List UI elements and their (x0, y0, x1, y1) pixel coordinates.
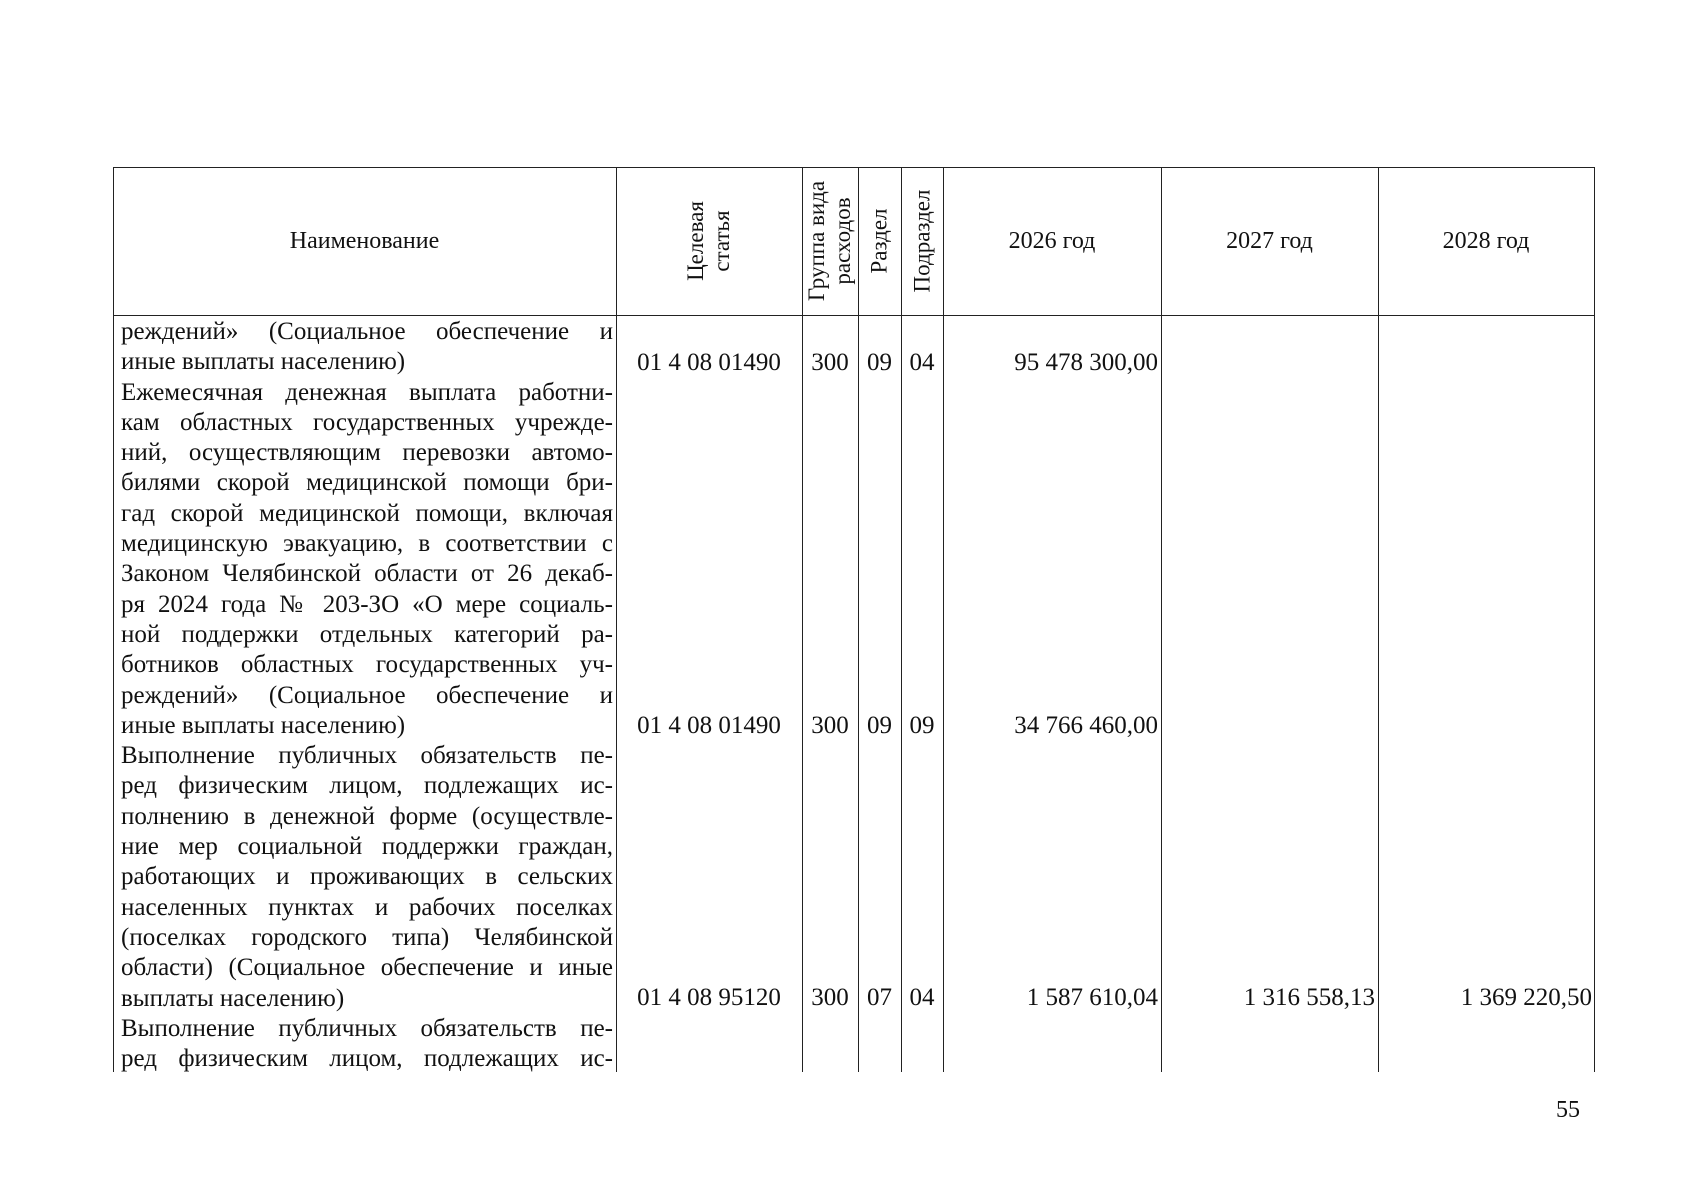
header-subsection-text: Подраздел (909, 189, 935, 293)
header-bottom-border (113, 315, 1595, 316)
header-subsection (901, 167, 943, 315)
row3-section: 07 (867, 984, 892, 1011)
row2-line10: ботников областных государственных уч- (121, 651, 613, 679)
row-name-2 (121, 378, 613, 742)
row-name-1 (121, 317, 613, 378)
row3-2027: 1 316 558,13 (1243, 984, 1375, 1011)
header-section (858, 167, 901, 315)
row3-line3: полнению в денежной форме (осуществле- (121, 802, 613, 830)
row3-line5: работающих и проживающих в сельских (121, 863, 613, 891)
header-target-line2: статья (708, 210, 734, 272)
header-2028 (1378, 167, 1594, 315)
header-target-article (616, 167, 802, 315)
row3-line6: населенных пунктах и рабочих поселках (121, 893, 613, 921)
header-expense-group (802, 167, 858, 315)
row3-subsection: 04 (909, 984, 935, 1011)
row3-target: 01 4 08 95120 (637, 984, 781, 1011)
header-target-line1: Целевая (682, 201, 708, 281)
row-name-4 (121, 1014, 613, 1075)
row1-2026: 95 478 300,00 (1014, 349, 1158, 376)
row3-line7: (поселках городского типа) Челябинской (121, 923, 613, 951)
header-expense-group-text (804, 181, 856, 301)
header-section-text: Раздел (866, 208, 892, 274)
row2-target: 01 4 08 01490 (637, 712, 781, 739)
header-2026 (943, 167, 1161, 315)
row1-target: 01 4 08 01490 (637, 349, 781, 376)
row1-section: 09 (867, 349, 892, 376)
page-number: 55 (1556, 1097, 1580, 1123)
row3-line2: ред физическим лицом, подлежащих ис- (121, 772, 613, 800)
row1-subsection: 04 (909, 349, 935, 376)
header-name (113, 167, 616, 315)
header-name-text: Наименование (289, 227, 440, 254)
row2-line4: билями скорой медицинской помощи бри- (121, 469, 613, 497)
row3-line9: выплаты населению) (121, 984, 345, 1012)
row1-line1: реждений» (Социальное обеспечение и (121, 318, 613, 345)
row3-line1: Выполнение публичных обязательств пе- (121, 742, 613, 770)
header-2026-text: 2026 год (1008, 227, 1096, 254)
row2-line11: реждений» (Социальное обеспечение и (121, 681, 613, 709)
row3-2028: 1 369 220,50 (1460, 984, 1592, 1011)
row2-line5: гад скорой медицинской помощи, включая (121, 499, 613, 527)
row3-line8: области) (Социальное обеспечение и иные (121, 954, 613, 982)
row3-group: 300 (811, 984, 849, 1011)
col-border-right (1594, 167, 1595, 1072)
row2-group: 300 (811, 712, 849, 739)
header-2027-text: 2027 год (1226, 227, 1313, 254)
row2-line12: иные выплаты населению) (121, 711, 406, 739)
row4-line1: Выполнение публичных обязательств пе- (121, 1014, 613, 1042)
row2-subsection: 09 (909, 712, 935, 739)
row2-line1: Ежемесячная денежная выплата работни- (121, 378, 613, 406)
row4-line2: ред физическим лицом, подлежащих ис- (121, 1045, 613, 1073)
row2-section: 09 (867, 712, 892, 739)
row2-line3: ний, осуществляющим перевозки автомо- (121, 439, 613, 467)
row2-2026: 34 766 460,00 (1014, 712, 1158, 739)
header-group-line1: Группа вида (804, 180, 830, 302)
row1-group: 300 (811, 349, 849, 376)
header-group-line2: расходов (830, 197, 856, 285)
row2-line2: кам областных государственных учрежде- (121, 408, 613, 436)
header-2027 (1161, 167, 1378, 315)
row3-line4: ние мер социальной поддержки граждан, (121, 833, 613, 861)
name-column (121, 317, 613, 1074)
row2-line7: Законом Челябинской области от 26 декаб- (121, 560, 613, 588)
header-target-article-text (683, 201, 735, 281)
row1-line2: иные выплаты населению) (121, 348, 406, 376)
header-2028-text: 2028 год (1442, 227, 1530, 254)
row-name-3 (121, 741, 613, 1014)
row2-line6: медицинскую эвакуацию, в соответствии с (121, 530, 613, 558)
row2-line9: ной поддержки отдельных категорий ра- (121, 620, 613, 648)
row2-line8: ря 2024 года № 203-ЗО «О мере социаль- (121, 590, 613, 618)
budget-table (113, 167, 1595, 1072)
row3-2026: 1 587 610,04 (1026, 984, 1158, 1011)
